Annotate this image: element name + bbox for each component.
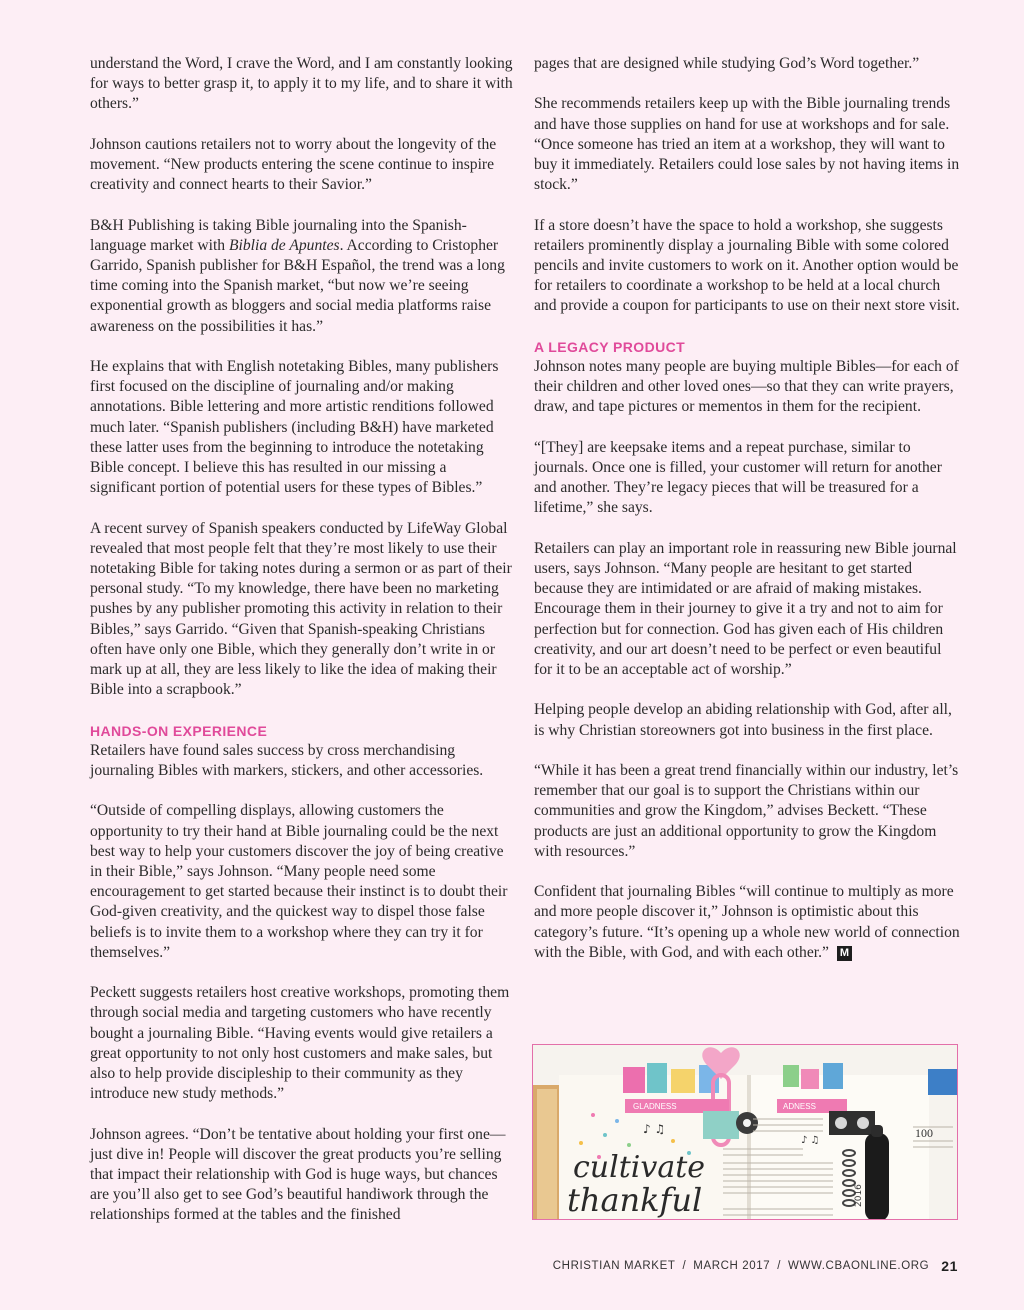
footer-issue-date: MARCH 2017 xyxy=(693,1260,771,1272)
book-title: Biblia de Apuntes xyxy=(229,236,340,254)
paragraph: Peckett suggests retailers host creative workshops, promoting them through social media and targeting customers who have recently bought a journaling Bible. “Having events would give retailers a great opportunity to not only host customers and make sales, but also to help provide discipleship to their community as they introduce new study methods.” xyxy=(90,984,510,1103)
footer-separator: / xyxy=(682,1260,687,1272)
page-number: 21 xyxy=(941,1258,958,1274)
footer-publication: CHRISTIAN MARKET xyxy=(552,1260,676,1272)
svg-text:♪ ♫: ♪ ♫ xyxy=(643,1122,666,1136)
photo-lettering: thankful xyxy=(567,1181,703,1219)
paragraph: “[They] are keepsake items and a repeat purchase, similar to journals. Once one is filled, your customer will return for another and another. They’re legacy pieces that will be treasured for a lifetime,” she says. xyxy=(534,438,942,517)
end-of-article-icon: M xyxy=(837,946,852,961)
paragraph: Retailers have found sales success by cross merchandising journaling Bibles with markers, stickers, and other accessories. xyxy=(90,741,484,780)
page-footer xyxy=(553,1258,958,1274)
photo-year-label: 2016 xyxy=(854,1184,864,1207)
paragraph: He explains that with English notetaking Bibles, many publishers first focused on the discipline of journaling and/or making annotations. Bible lettering and more artistic renditions followed much later. “Spanish publishers (including B&H) have marketed these latter uses from the beginning to introduce the notetaking Bible concept. I believe this has resulted in our missing a significant portion of potential users for these types of Bibles.” xyxy=(90,358,499,497)
section-heading-legacy: A LEGACY PRODUCT xyxy=(534,338,686,355)
paragraph-text: . According to Cristopher Garrido, Spanish publisher for B&H Español, the trend was a long time coming into the Spanish market, “but now we’re seeing exponential growth as bloggers and social media platforms raise awareness on the possibilities it has.” xyxy=(90,236,505,335)
paragraph xyxy=(534,882,960,963)
paragraph: Johnson cautions retailers not to worry about the longevity of the movement. “New products entering the scene continue to inspire creativity and connect hearts to their Savior.” xyxy=(90,135,497,194)
footer-website: WWW.CBAONLINE.ORG xyxy=(788,1260,930,1272)
paragraph: Johnson agrees. “Don’t be tentative about holding your first one—just dive in! People will discover the great products you’re selling that impact their relationship with God is huge ways, but chances are you’ll also get to see God’s beautiful handiwork through the relationships formed at the tables and the finished xyxy=(90,1125,506,1224)
paragraph: Johnson notes many people are buying multiple Bibles—for each of their children and other loved ones—so that they can write prayers, draw, and tape pictures or mementos in them for the recipient. xyxy=(534,358,959,416)
paragraph xyxy=(90,216,516,337)
photo-page-number: 100 xyxy=(915,1126,933,1140)
paragraph: If a store doesn’t have the space to hold a workshop, she suggests retailers prominently display a journaling Bible with some colored pencils and invite customers to work on it. Another option would be for retailers to coordinate a workshop to be held at a local church and provide a coupon for participants to use on their next store visit. xyxy=(534,216,960,315)
paragraph: pages that are designed while studying God’s Word together.” xyxy=(534,55,920,72)
paragraph: “While it has been a great trend financially within our industry, let’s remember that our goal is to support the Christians within our communities and grow the Kingdom,” advises Beckett. “These products are just an additional opportunity to grow the Kingdom with resources.” xyxy=(534,762,959,860)
paragraph-text: Confident that journaling Bibles “will continue to multiply as more and more people discover it,” Johnson is optimistic about this category’s future. “It’s opening up a whole new world of connection with the Bible, with God, and with each other.” xyxy=(534,883,960,961)
journaling-bible-photo xyxy=(532,1044,958,1220)
paragraph: understand the Word, I crave the Word, and I am constantly looking for ways to better grasp it, to apply it to my life, and to share it with others.” xyxy=(90,55,513,113)
paragraph: Retailers can play an important role in reassuring new Bible journal users, says Johnson. “Many people are hesitant to get started because they are intimidated or are afraid of making mistakes. Encourage them in their journey to give it a try and not to aim for perfection but for connection. God has given each of His children creativity, and our art doesn’t need to be perfect or even beautiful for it to be an acceptable act of worship.” xyxy=(534,539,957,679)
photo-lettering: cultivate xyxy=(573,1150,706,1185)
photo-tab-label: GLADNESS xyxy=(633,1102,677,1111)
paragraph: Helping people develop an abiding relationship with God, after all, is why Christian storeowners got into business in the first place. xyxy=(534,701,952,739)
article-column-left xyxy=(90,54,516,1246)
footer-separator: / xyxy=(777,1260,782,1272)
section-heading-hands-on: HANDS-ON EXPERIENCE xyxy=(90,722,268,739)
svg-text:♪ ♫: ♪ ♫ xyxy=(801,1135,820,1146)
paragraph: She recommends retailers keep up with the Bible journaling trends and have those supplies on hand for use at workshops and for sale. “Once someone has tried an item at a workshop, they will want to buy it immediately. Retailers could lose sales by not having items in stock.” xyxy=(534,95,960,194)
paragraph-text: B&H Publishing is taking Bible journaling into the Spanish-language market with xyxy=(90,216,467,254)
article-column-right xyxy=(534,54,960,983)
photo-tab-label: ADNESS xyxy=(783,1102,816,1111)
paragraph: “Outside of compelling displays, allowing customers the opportunity to try their hand at Bible journaling could be the next best way to help your customers discover the joy of being creative in their Bible,” says Johnson. “Many people need some encouragement to get started because their instinct is to doubt their God-given creativity, and the quickest way to dispel those false beliefs is to invite them to a workshop where they can try it for themselves.” xyxy=(90,802,508,961)
paragraph: A recent survey of Spanish speakers conducted by LifeWay Global revealed that most people felt that they’re most likely to use their notetaking Bible for taking notes during a sermon or as part of their personal study. “To my knowledge, there have been no marketing pushes by any publisher promoting this activity in relation to their Bibles,” says Garrido. “Given that Spanish-speaking Christians often have only one Bible, which they generally don’t write in or mark up at all, they are less likely to like the idea of making their Bible into a scrapbook.” xyxy=(90,519,512,699)
